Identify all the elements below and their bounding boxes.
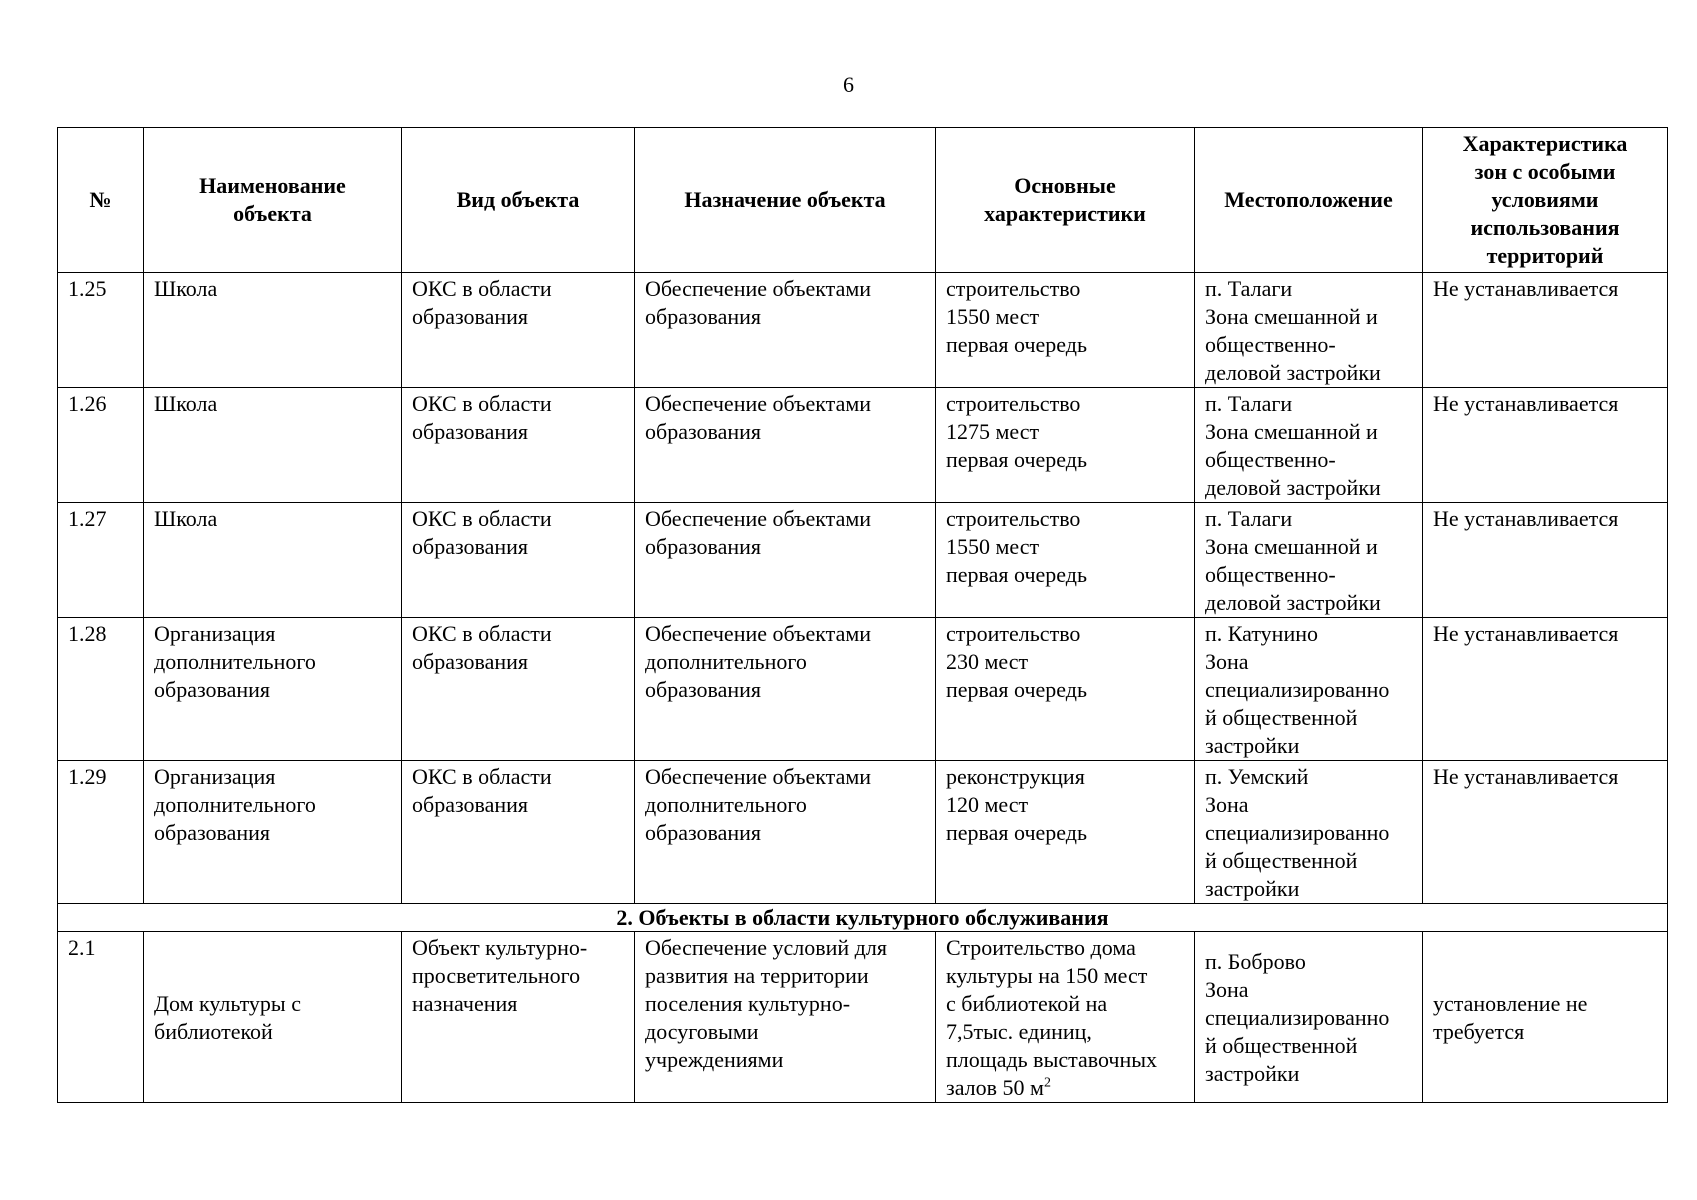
cell-object-name: Дом культуры с библиотекой (144, 932, 402, 1103)
table-row (58, 761, 1668, 904)
cell-object-purpose: Обеспечение объектами дополнительного образования (635, 761, 936, 904)
header-object-name: Наименование объекта (144, 128, 402, 273)
cell-characteristics: строительство 1550 мест первая очередь (936, 273, 1195, 388)
cell-zones: Не устанавливается (1423, 388, 1668, 503)
cell-characteristics: строительство 230 мест первая очередь (936, 618, 1195, 761)
section-row (58, 904, 1668, 932)
cell-characteristics: строительство 1550 мест первая очередь (936, 503, 1195, 618)
cell-number: 1.29 (58, 761, 144, 904)
cell-object-type: Объект культурно- просветительного назначения (402, 932, 635, 1103)
cell-object-type: ОКС в области образования (402, 618, 635, 761)
square-meter-superscript: 2 (1043, 1075, 1051, 1091)
cell-location: п. Талаги Зона смешанной и общественно- деловой застройки (1195, 503, 1423, 618)
cell-object-purpose: Обеспечение объектами образования (635, 503, 936, 618)
cell-location: п. Боброво Зона специализированно й общественной застройки (1195, 932, 1423, 1103)
header-zone-characteristics: Характеристика зон с особыми условиями использования территорий (1423, 128, 1668, 273)
objects-table (57, 127, 1668, 1103)
characteristics-text: Строительство дома культуры на 150 мест с библиотекой на 7,5тыс. единиц, площадь выставочных залов 50 м (946, 935, 1158, 1100)
cell-number: 2.1 (58, 932, 144, 1103)
cell-number: 1.25 (58, 273, 144, 388)
cell-object-purpose: Обеспечение объектами образования (635, 388, 936, 503)
table-row (58, 932, 1668, 1103)
section-title: 2. Объекты в области культурного обслуживания (58, 904, 1668, 932)
cell-location: п. Катунино Зона специализированно й общественной застройки (1195, 618, 1423, 761)
cell-location: п. Талаги Зона смешанной и общественно- деловой застройки (1195, 273, 1423, 388)
cell-object-type: ОКС в области образования (402, 388, 635, 503)
cell-object-type: ОКС в области образования (402, 503, 635, 618)
cell-zones: Не устанавливается (1423, 273, 1668, 388)
cell-object-purpose: Обеспечение условий для развития на территории поселения культурно- досуговыми учреждениями (635, 932, 936, 1103)
cell-characteristics: реконструкция 120 мест первая очередь (936, 761, 1195, 904)
cell-characteristics (936, 932, 1195, 1103)
cell-zones: Не устанавливается (1423, 618, 1668, 761)
table-row (58, 503, 1668, 618)
table-row (58, 388, 1668, 503)
cell-number: 1.28 (58, 618, 144, 761)
header-object-purpose: Назначение объекта (635, 128, 936, 273)
cell-object-purpose: Обеспечение объектами образования (635, 273, 936, 388)
cell-object-name: Организация дополнительного образования (144, 761, 402, 904)
table-header-row (58, 128, 1668, 273)
cell-characteristics: строительство 1275 мест первая очередь (936, 388, 1195, 503)
table-row (58, 618, 1668, 761)
cell-object-type: ОКС в области образования (402, 761, 635, 904)
cell-object-type: ОКС в области образования (402, 273, 635, 388)
header-number: № (58, 128, 144, 273)
cell-object-name: Школа (144, 388, 402, 503)
cell-object-purpose: Обеспечение объектами дополнительного образования (635, 618, 936, 761)
table-row (58, 273, 1668, 388)
cell-location: п. Талаги Зона смешанной и общественно- деловой застройки (1195, 388, 1423, 503)
page-number: 6 (843, 72, 854, 97)
cell-zones: Не устанавливается (1423, 761, 1668, 904)
cell-object-name: Школа (144, 503, 402, 618)
cell-number: 1.27 (58, 503, 144, 618)
cell-zones: установление не требуется (1423, 932, 1668, 1103)
cell-location: п. Уемский Зона специализированно й общественной застройки (1195, 761, 1423, 904)
cell-object-name: Школа (144, 273, 402, 388)
header-location: Местоположение (1195, 128, 1423, 273)
cell-zones: Не устанавливается (1423, 503, 1668, 618)
header-object-type: Вид объекта (402, 128, 635, 273)
header-main-characteristics: Основные характеристики (936, 128, 1195, 273)
cell-object-name: Организация дополнительного образования (144, 618, 402, 761)
cell-number: 1.26 (58, 388, 144, 503)
